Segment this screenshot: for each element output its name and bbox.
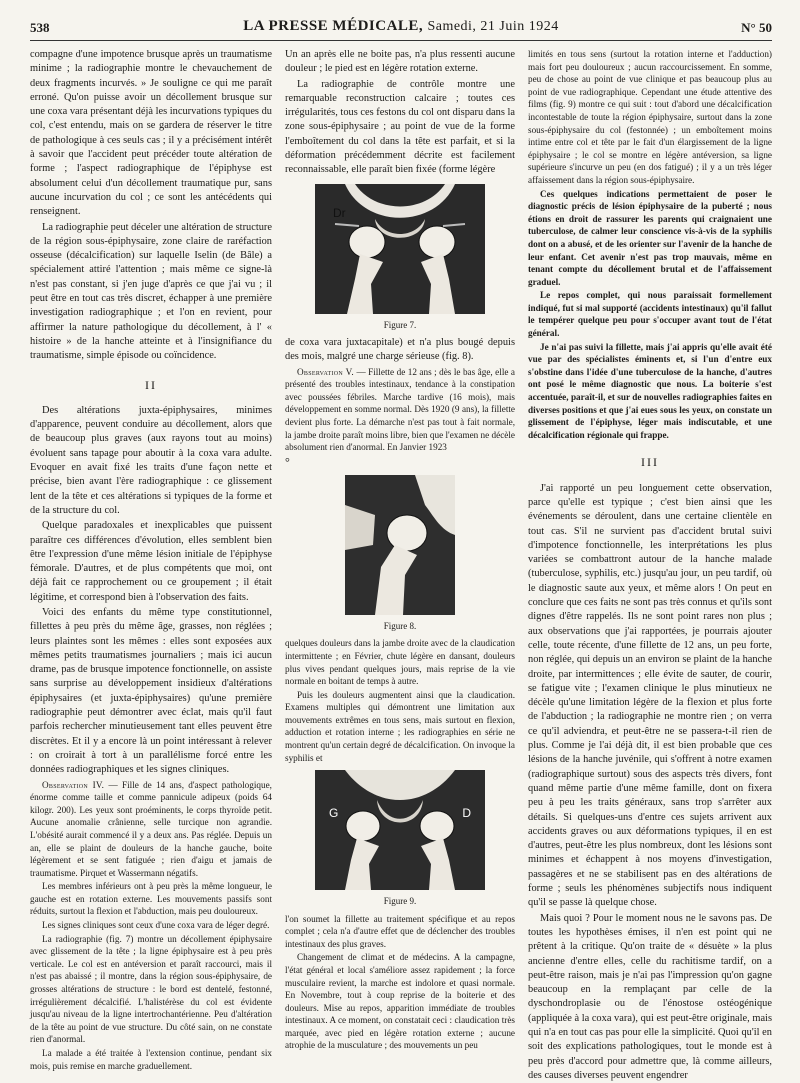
paragraph: La radiographie de contrôle montre une remarquable reconstruction calcaire ; toutes ces irrégularités, tous ces festons du col ont disparu dans la zone sous-épiphysaire ; au point de vue de la forme l'emboîtement du col dans la tête est parfait, et si la déformation précédemment décrite est facilement reconnaissable, elle paraît bien fixée (forme légère [285,78,515,176]
figure-9-caption: Figure 9. [383,896,417,907]
figure-9-right-label: D [462,806,471,821]
paragraph: La malade a été traitée à l'extension continue, pendant six mois, puis remise en marche graduellement. [30,1048,272,1071]
section-number: II [145,377,157,392]
paragraph: compagne d'une impotence brusque après un traumatisme minime ; la radiographie montre le chevauchement de deux fragments incurvés. » Je souligne ce qui me paraît erroné. Qu'on puisse avoir un décollement brusque sur une coxa vara présentant déjà les incurvations typiques du col, c'est entendu, mais on se gardera de réserver le titre de pathologique à ces seuls cas ; il y a précisément intérêt à savoir que l'accident peut précéder toute altération de forme ; l'aspect radiographique de l'épiphyse est absolument celui d'un décollement traumatique pur, sans aucune incurvation du col ; ce sont les antécédents qui renseignent. [30,49,272,218]
paragraph: Le repos complet, qui nous paraissait formellement indiqué, fut si mal supporté (accidents intestinaux) qu'il fallut le tempérer quelque peu pour s'occuper avant tout de l'état général. [528,290,772,339]
figure-9-xray-image [315,770,485,890]
paragraph: Ces quelques indications permettaient de poser le diagnostic précis de lésion épiphysaire de la puberté ; nous étions en droit de rassurer les parents qui craignaient une tuberculose, de calmer leur conscience vis-à-vis de la syphilis dont on a abusé, et de les orienter sur l'avenir de la hanche de leur enfant. Cet avenir n'est pas trop mauvais, même en tenant compte du décollement brutal et de l'affaissement graduel. [528,188,772,287]
figure-8-xray-image [345,475,455,615]
paragraph: quelques douleurs dans la jambe droite avec de la claudication intermittente ; en Février, chute légère en dansant, douleurs plus vives pendant quelques jours, mais reprise de la vie normale en boitant de temps à autre. [285,638,515,687]
issue-date: Samedi, 21 Juin 1924 [427,19,559,34]
column-3 [528,48,772,1081]
paragraph: Les membres inférieurs ont à peu près la même longueur, le gauche est en rotation externe. Les mouvements passifs sont réduits, surtout la flexion et l'abduction, mais peu douloureux. [30,881,272,917]
paragraph: Les signes cliniques sont ceux d'une coxa vara de léger degré. [42,920,270,931]
journal-name: LA PRESSE MÉDICALE, [243,18,424,34]
figure-9-left-label: G [329,806,339,821]
paragraph: de coxa vara juxtacapitale) et n'a plus bougé depuis des mois, malgré une charge sérieuse (fig. 8). [285,336,515,363]
observation-heading: Observation V. [297,366,354,377]
figure-8-caption: Figure 8. [383,621,417,632]
paragraph: Je n'ai pas suivi la fillette, mais j'ai appris qu'elle avait été vue par des spécialistes éminents et, si l'un d'entre eux s'obstine dans l'idée d'une tuberculose de la hanche, d'autres ont posé le même diagnostic que nous. La boiterie s'est accentuée, paraît-il, et sur de nouvelles radiographies faites en diverses positions et que j'ai eues sous les yeux, on constate un glissement de l'épiphyse, léger mais indiscutable, et une décalcification régionale qui frappe. [528,341,772,440]
column-2 [285,48,515,1072]
page-number: 538 [30,20,50,35]
figure-7-xray-image [315,184,485,314]
paragraph: limités en tous sens (surtout la rotation interne et l'adduction) mais fort peu douloureux ; aucun raccourcissement. En somme, peu de chose au point de vue clinique et pas beaucoup plus au point de vue radiographique. Cependant une étude attentive des films (fig. 9) montre ce qui suit : tout d'abord une décalcification incontestable de toute la région épiphysaire, surtout dans la zone sous-épiphysaire du col (festonnée) ; un emboîtement moins intime entre col et tête par le fait d'un élargissement de la ligne épiphysaire ; le col se montre en légère antéversion, sa ligne supérieure s'incurve un peu (en dos fatigué) ; il y a un très léger affaissement dans la région sous-épiphysaire. [528,49,772,185]
observation-text: — Fillette de 12 ans ; dès le bas âge, elle a présenté des troubles intestinaux, tendance à la constipation avec poussées fébriles. Marche tardive (16 mois), mais développement en somme normal. Dès 1920 (9 ans), la fillette devient plus forte. La démarche n'est pas tout à fait normale, la jambe droite paraît moins libre, bien que l'examen ne décèle absolument rien d'anormal. En Janvier 1923 [285,366,515,453]
paragraph: La radiographie peut déceler une altération de structure de la région sous-épiphysaire, zone claire de raréfaction osseuse (décalcification) sur laquelle Iselin (de Bâle) a spécialement attiré l'attention ; mais même ce signe-là n'est pas constant, si j'en juge d'après ce que j'ai vu ; il peut être en tout cas très discret, échapper à une première investigation radiographique ; et l'on en revient, pour affirmer la nature pathologique du décollement, à l' « histoire » de la hanche atteinte et à l'insignifiance du traumatisme, simple épisode ou coïncidence. [30,221,272,362]
observation-text: — Fille de 14 ans, d'aspect pathologique, énorme comme taille et comme pannicule adipeux (poids 64 kilogr. 200). Les yeux sont proéminents, le corps thyroïde petit. Aucune anomalie crânienne, selle turcique non agrandie. L'obésité aurait commencé il y a deux ans. Pas réglée. Depuis un an, elle se plaint de douleurs de la hanche gauche, boite légèrement et se sent fatiguée ; rien d'aigu et jamais de traumatisme. Pirquet et Wassermann négatifs. [30,779,272,878]
paragraph: Puis les douleurs augmentent ainsi que la claudication. Examens multiples qui démontrent une limitation aux mouvements extrêmes en tous sens, mais surtout en flexion, adduction et rotation interne ; les radiographies en série ne montrent qu'un certain degré de décalcification. On invoque la syphilis et [285,689,515,763]
figure-7-side-label: Dr [333,205,346,220]
journal-title [30,18,772,35]
figure-7 [315,184,485,332]
column-1 [30,48,272,1072]
page-header [30,18,772,41]
figure-9 [315,770,485,908]
observation-heading: Observation IV. [42,779,105,790]
stray-mark: ° [285,454,290,469]
observation-iv [30,779,272,880]
paragraph: La radiographie (fig. 7) montre un décollement épiphysaire avec glissement de la tête ; la ligne épiphysaire est à peu près verticale. Le col est en antéversion et paraît raccourci, mais il n'est pas abaissé ; il montre, dans la région sous-épiphysaire, de grosses altérations de structure : le bord est dentelé, festonné, irrégulièrement décalcifié. L'halistérèse du col est évidente jusqu'au niveau de la ligne intertrochantérienne. Peu d'altération de la tête au point de vue structure. Du côté sain, on ne constate rien d'anormal. [30,933,272,1045]
paragraph: J'ai rapporté un peu longuement cette observation, parce qu'elle est typique ; c'est bien ainsi que les événements se déroulent, dans une certaine clientèle en tout cas. S'il ne survient pas d'accident brutal suivi d'impotence fonctionnelle, les interprétations les plus variées se combattront autour de la hanche malade (tuberculose, syphilis, etc.) jusqu'au jour, un peu tardif, où le diagnostic saute aux yeux, et même alors ! On peut en conclure que ces faits ne sont pas très connus et qu'ils sont dignes d'être rappelés. Ils ne sont point rares non plus ; aux observations que j'ai rapportées, je pourrais ajouter celle, toute récente, d'une fillette de 12 ans, un peu forte, non réglée, qui depuis un an environ se plaint de la hanche droite, par intermittences ; elle évite de sauter, de courir, se fatigue vite ; l'examen clinique le plus minutieux ne décèle qu'une limitation légère de la flexion et plus forte de l'abduction ; la radiographie ne montre rien ; on verra ce qu'il adviendra, et peut-être ne se passera-t-il rien de plus. Comme je l'ai déjà dit, il est bien probable que ces lésions de la hanche juvénile, qui s'offrent à notre examen (radiographique surtout) sous des aspects très divers, font quand même partie d'une même famille, dont on fixera peu à peu les traits généraux, sans trop s'arrêter aux détails. Si quelques-uns d'entre ces sujets arrivent aux accidents graves ou aux déformations typiques, il en est d'autres, peut-être les plus nombreux, dont les lésions sont minimes et échappent à nos moyens d'investigation, passagères et ne se stabilisent pas en des altérations de forme ; seuls les phénomènes subjectifs nous indiquent qu'il se passe là quelque chose. [528,482,772,909]
issue-number: N° 50 [741,20,772,35]
paragraph: Changement de climat et de médecins. A la campagne, l'état général et local s'améliore assez rapidement ; la force musculaire revient, la marche est indolore et quasi normale. En Novembre, tout à coup reprise de la boiterie et des douleurs. Mise au repos, apparition immédiate de troubles intestinaux. A ce moment, on constatait ceci : claudication très marquée, avec pied en légère rotation externe ; aucune atrophie de la musculature ; des mouvements un peu [285,952,515,1051]
paragraph: Voici des enfants du même type constitutionnel, fillettes à peu près du même âge, grasses, non réglées ; leurs plaintes sont les mêmes : elles sont exposées aux mêmes petits traumatismes journaliers ; mais ici aucun drame, pas de brusque impotence fonctionnelle, on assiste sans surprise au développement insidieux d'altérations épiphysaires (et juxta-épiphysaires) qu'une première radiographie peut démontrer avec éclat, mais qu'il faut parfois rechercher minutieusement tant elles peuvent être discrètes. Et il y a encore là un point intéressant à relever : on croirait à tort à un parallélisme forcé entre les données radiographiques et les signes cliniques. [30,606,272,776]
paragraph: Mais quoi ? Pour le moment nous ne le savons pas. De toutes les hypothèses émises, il n'en est point qui ne prêtent à la critique. Qu'on traite de « désuète » la plus ancienne d'entre elles, celle du rachitisme tardif, on a peut-être raison, mais je n'ai pas l'impression qu'on gagne beaucoup en la remplaçant par celle de la dyschondroplasie ou de l'énostose ostéogénique (appliquée à la coxa vara), qui est peut-être originale, mais qui n'a en tout cas pas pour elle la simplicité. Quoi qu'il en soit des explications pathologiques, tout le monde est à peu près d'accord pour admettre que, là comme ailleurs, des causes diverses peuvent engendrer [528,912,772,1081]
figure-8 [345,475,455,633]
paragraph: l'on soumet la fillette au traitement spécifique et au repos complet ; cela n'a d'autre effet que de déclencher des troubles intestinaux des plus graves. [285,913,515,949]
section-number: III [641,455,659,470]
paragraph: Des altérations juxta-épiphysaires, minimes d'apparence, peuvent conduire au décollement, alors que de beaucoup plus graves (aux rayons tout au moins) évoluent sans tapage pour aboutir à la coxa vara adulte. Evoquer en avait fixé les traits d'une façon nette et précise, bien avant l'ère radiographique : ce glissement lent de la tête et ces altérations si typiques de la forme et de la structure du col. [30,404,272,516]
observation-v [285,366,515,454]
paragraph: Quelque paradoxales et inexplicables que puissent paraître ces différences d'évolution, elles semblent bien être l'expression d'une même lésion initiale de l'épiphyse fémorale. D'autres, et de plus compétents que moi, ont déjà fait ce rapprochement ou ce groupement ; il était légitime, et correspond bien à l'observation des faits. [30,520,272,603]
figure-7-caption: Figure 7. [383,319,417,330]
paragraph: Un an après elle ne boite pas, n'a plus ressenti aucune douleur ; le pied est en légère rotation externe. [285,49,515,75]
